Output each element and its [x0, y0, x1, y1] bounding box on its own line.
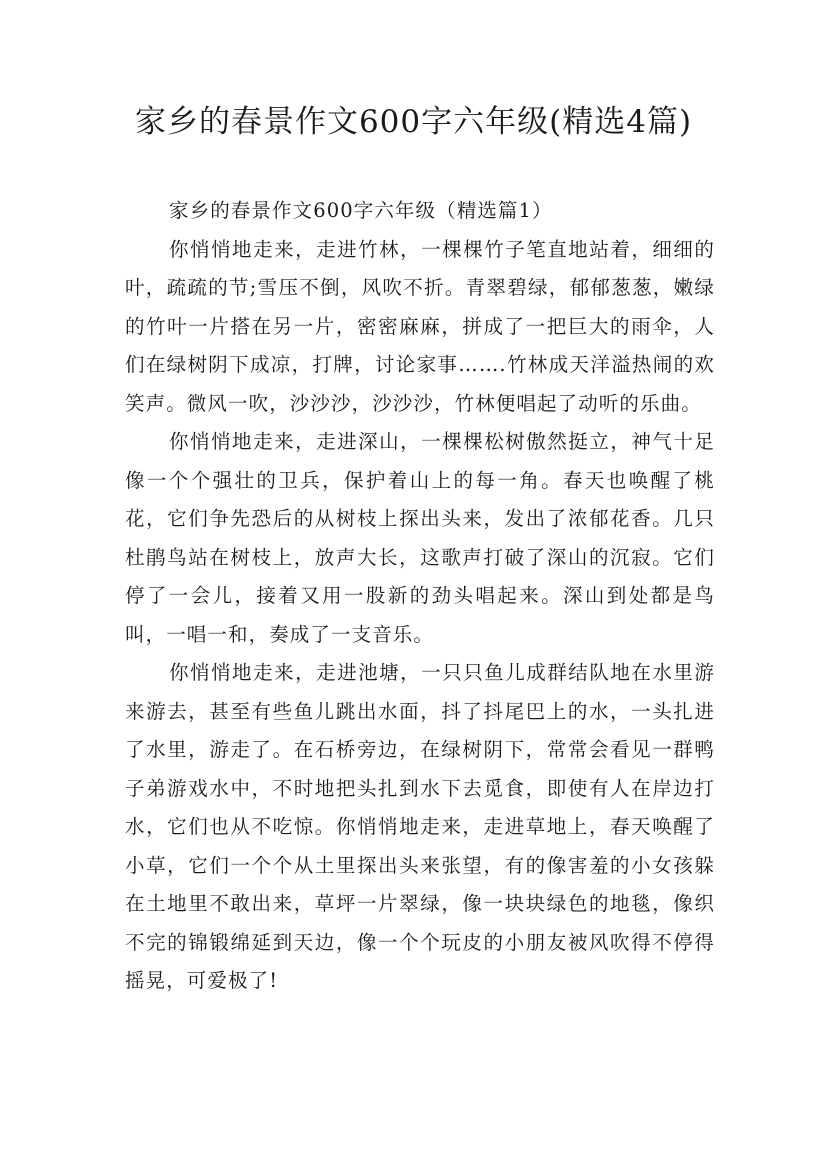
- document-title: 家乡的春景作文600字六年级(精选4篇): [134, 104, 693, 140]
- document-body: [125, 192, 715, 1001]
- paragraph-1: 你悄悄地走来，走进竹林，一棵棵竹子笔直地站着，细细的叶，疏疏的节;雪压不倒，风吹不折。青翠碧绿，郁郁葱葱，嫩绿的竹叶一片搭在另一片，密密麻麻，拼成了一把巨大的雨伞，人们在绿树阴下成凉，打牌，讨论家事…….竹林成天洋溢热闹的欢笑声。微风一吹，沙沙沙，沙沙沙，竹林便唱起了动听的乐曲。: [125, 237, 715, 415]
- paragraph-2: 你悄悄地走来，走进深山，一棵棵松树傲然挺立，神气十足像一个个强壮的卫兵，保护着山上的每一角。春天也唤醒了桃花，它们争先恐后的从树枝上探出头来，发出了浓郁花香。几只杜鹃鸟站在树枝上，放声大长，这歌声打破了深山的沉寂。它们停了一会儿，接着又用一股新的劲头唱起来。深山到处都是鸟叫，一唱一和，奏成了一支音乐。: [125, 430, 715, 646]
- section-subtitle: 家乡的春景作文600字六年级（精选篇1）: [169, 199, 553, 222]
- paragraph-3: 你悄悄地走来，走进池塘，一只只鱼儿成群结队地在水里游来游去，甚至有些鱼儿跳出水面，抖了抖尾巴上的水，一头扎进了水里，游走了。在石桥旁边，在绿树阴下，常常会看见一群鸭子弟游戏水中，不时地把头扎到水下去觅食，即使有人在岸边打水，它们也从不吃惊。你悄悄地走来，走进草地上，春天唤醒了小草，它们一个个从土里探出头来张望，有的像害羞的小女孩躲在土地里不敢出来，草坪一片翠绿，像一块块绿色的地毯，像织不完的锦锻绵延到天边，像一个个玩皮的小朋友被风吹得不停得摇晃，可爱极了!: [125, 661, 715, 992]
